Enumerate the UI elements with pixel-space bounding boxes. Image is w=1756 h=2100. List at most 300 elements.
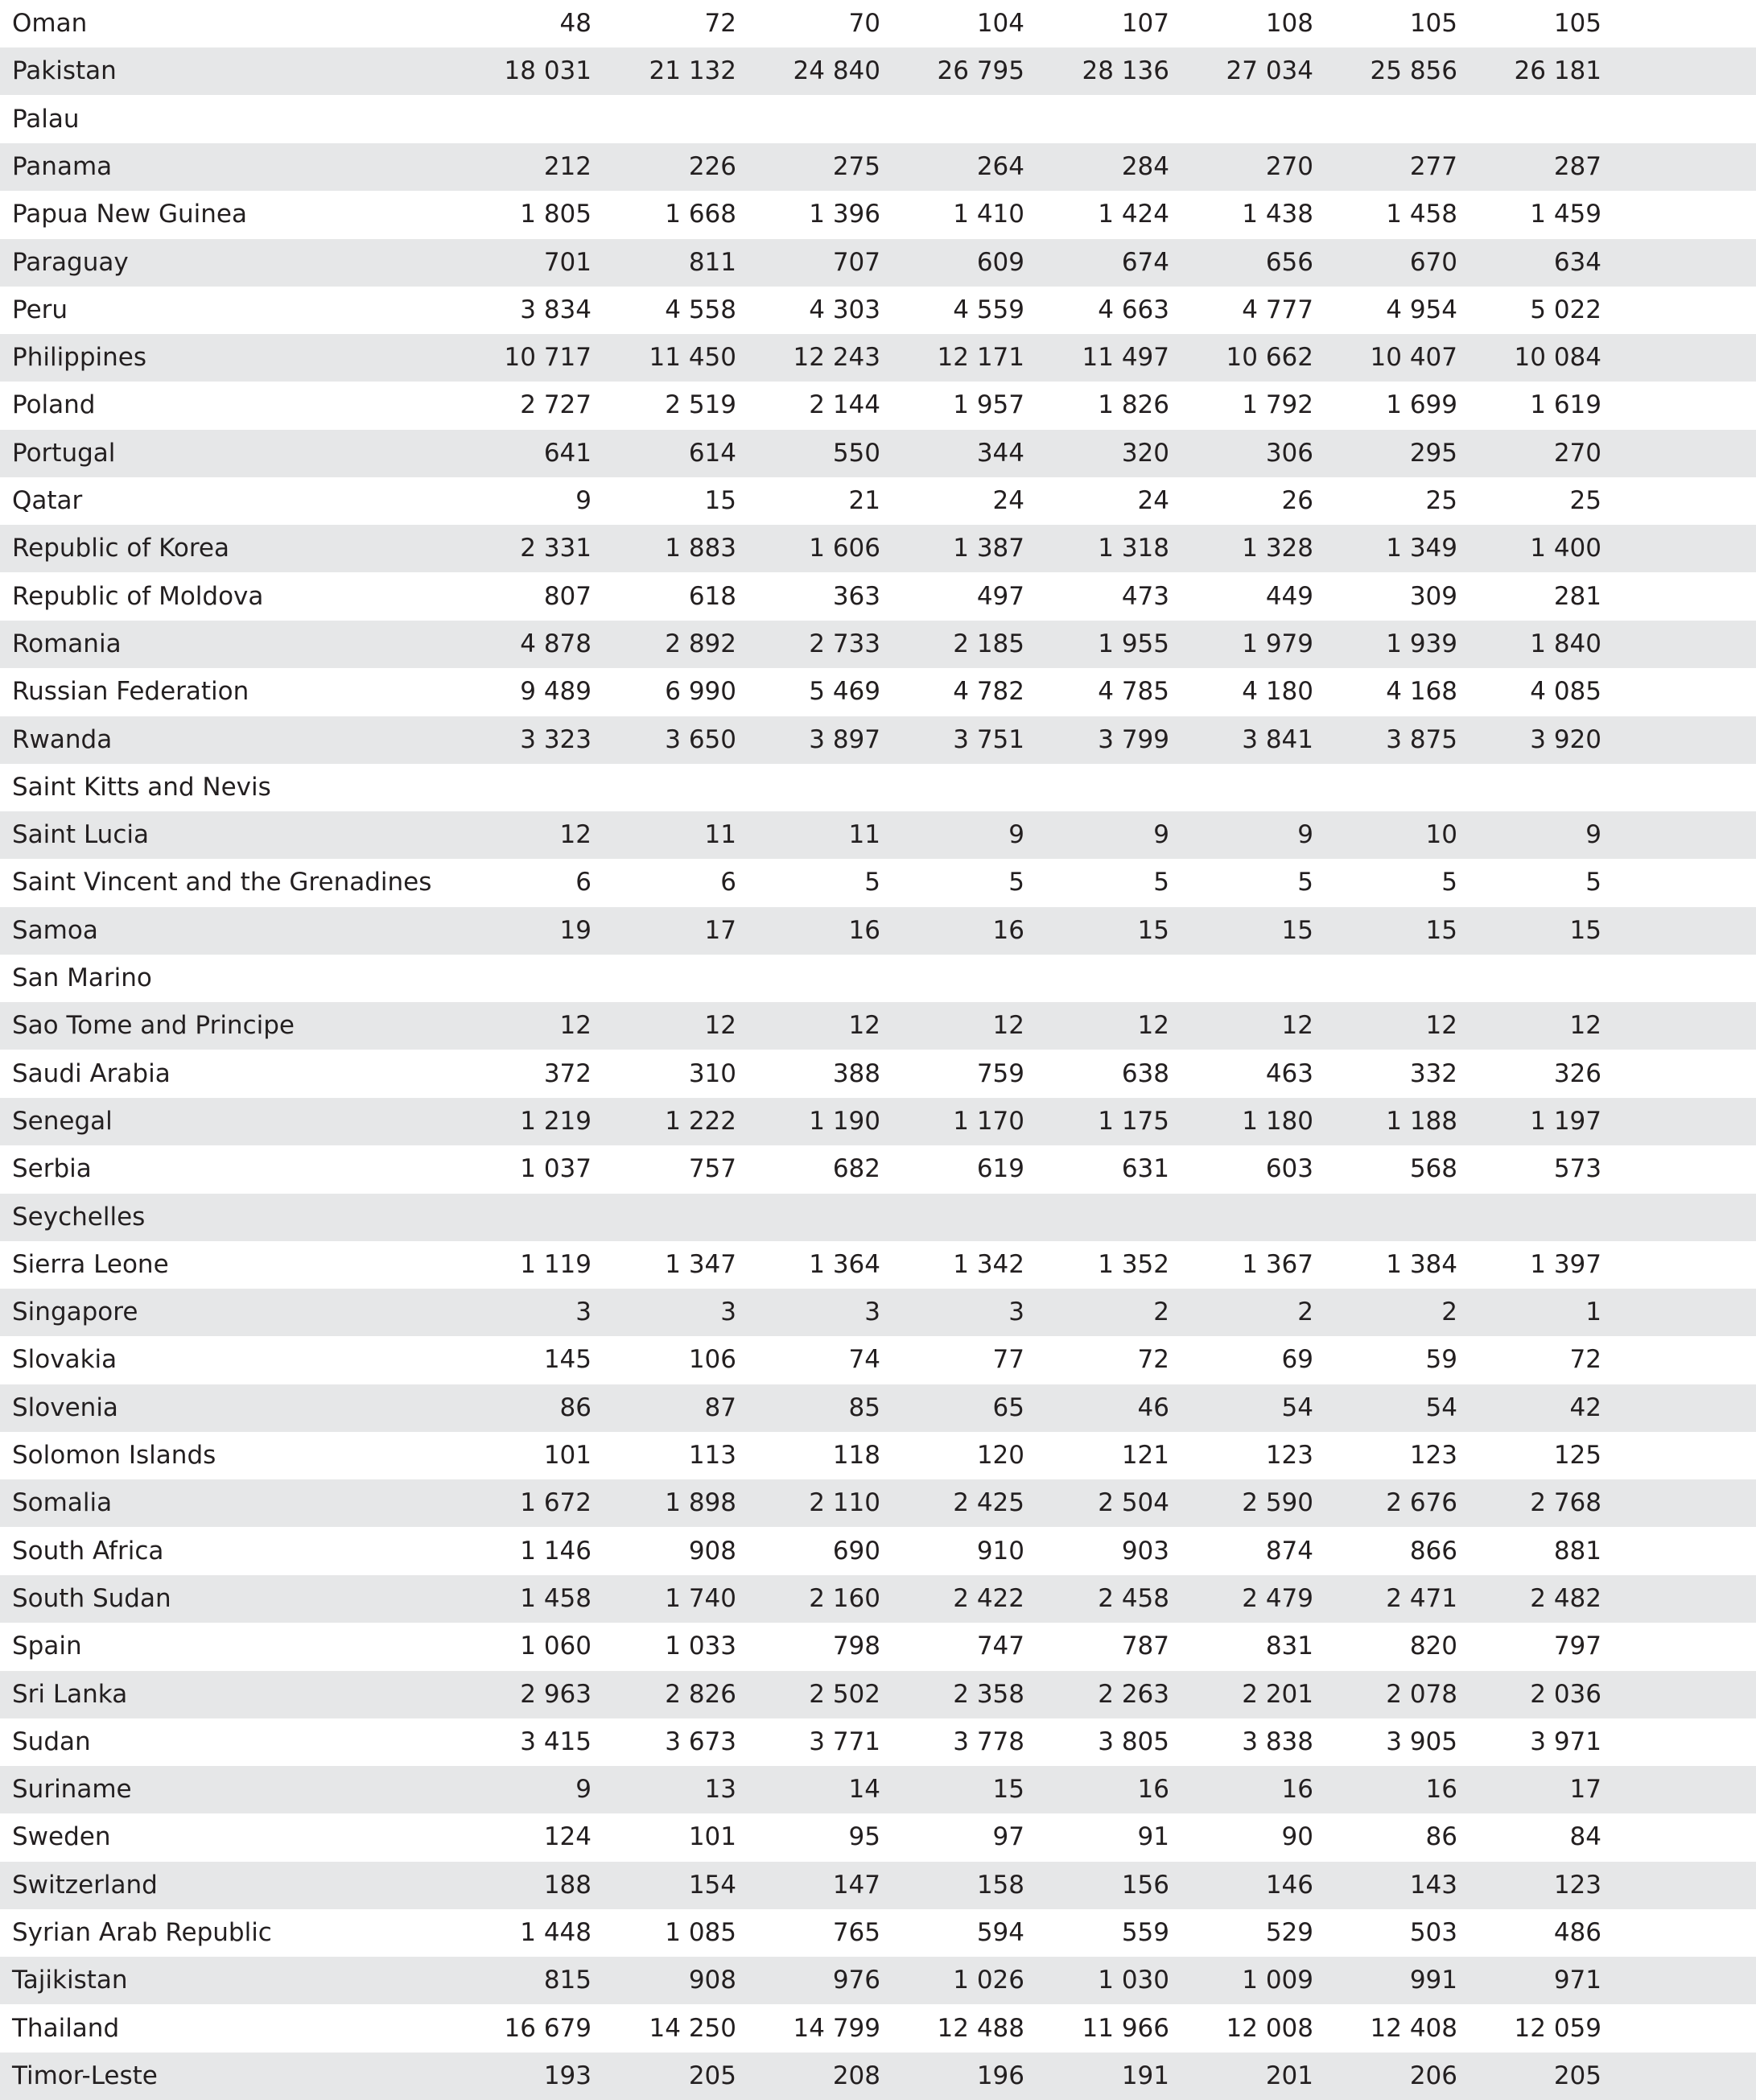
table-row [0, 1909, 1756, 1957]
value-cell: 1 424 [1098, 200, 1169, 229]
value-cell: 908 [688, 1966, 736, 1995]
country-name: Romania [12, 629, 122, 658]
value-cell: 5 469 [809, 677, 880, 707]
country-name: Panama [12, 151, 113, 181]
value-cell: 1 060 [520, 1632, 592, 1661]
value-cell: 1 367 [1242, 1249, 1313, 1279]
value-cell: 10 717 [504, 343, 592, 373]
value-cell: 26 181 [1514, 56, 1601, 86]
value-cell: 2 471 [1386, 1583, 1457, 1613]
country-name: Palau [12, 104, 80, 134]
country-name: Thailand [12, 2013, 120, 2043]
value-cell: 156 [1121, 1870, 1169, 1900]
value-cell: 147 [832, 1870, 880, 1900]
value-cell: 991 [1409, 1966, 1457, 1995]
value-cell: 9 [1585, 820, 1601, 850]
value-cell: 59 [1425, 1345, 1457, 1375]
value-cell: 5 [1585, 868, 1601, 897]
value-cell: 674 [1121, 247, 1169, 277]
value-cell: 77 [992, 1345, 1024, 1375]
table-row [0, 2053, 1756, 2100]
value-cell: 9 [1153, 820, 1169, 850]
value-cell: 72 [1569, 1345, 1601, 1375]
value-cell: 310 [688, 1058, 736, 1088]
country-name: Philippines [12, 343, 147, 373]
value-cell: 971 [1553, 1966, 1601, 1995]
value-cell: 42 [1569, 1392, 1601, 1422]
value-cell: 1 318 [1098, 534, 1169, 563]
table-row [0, 477, 1756, 525]
value-cell: 2 733 [809, 629, 880, 658]
value-cell: 3 875 [1386, 724, 1457, 754]
country-name: Sri Lanka [12, 1679, 128, 1709]
value-cell: 2 768 [1530, 1488, 1601, 1518]
value-cell: 707 [832, 247, 880, 277]
value-cell: 208 [832, 2061, 880, 2090]
value-cell: 1 619 [1530, 390, 1601, 420]
value-cell: 1 349 [1386, 534, 1457, 563]
country-name: Spain [12, 1632, 82, 1661]
value-cell: 3 841 [1242, 724, 1313, 754]
value-cell: 4 663 [1098, 295, 1169, 324]
value-cell: 1 606 [809, 534, 880, 563]
value-cell: 14 799 [793, 2013, 880, 2043]
country-name: Saint Vincent and the Grenadines [12, 868, 432, 897]
value-cell: 1 188 [1386, 1106, 1457, 1136]
value-cell: 4 782 [953, 677, 1024, 707]
value-cell: 27 034 [1226, 56, 1313, 86]
value-cell: 5 [1153, 868, 1169, 897]
value-cell: 124 [543, 1822, 592, 1852]
table-row [0, 1671, 1756, 1718]
value-cell: 11 [848, 820, 880, 850]
value-cell: 486 [1553, 1918, 1601, 1947]
value-cell: 372 [543, 1058, 592, 1088]
value-cell: 205 [688, 2061, 736, 2090]
table-row [0, 1479, 1756, 1527]
value-cell: 12 [1569, 1011, 1601, 1041]
value-cell: 3 [1008, 1298, 1024, 1327]
value-cell: 529 [1265, 1918, 1313, 1947]
value-cell: 881 [1553, 1536, 1601, 1566]
value-cell: 815 [543, 1966, 592, 1995]
value-cell: 206 [1409, 2061, 1457, 2090]
value-cell: 107 [1121, 9, 1169, 38]
value-cell: 54 [1425, 1392, 1457, 1422]
value-cell: 85 [848, 1392, 880, 1422]
value-cell: 11 497 [1082, 343, 1169, 373]
country-name: Saudi Arabia [12, 1058, 171, 1088]
value-cell: 3 897 [809, 724, 880, 754]
table-row [0, 1528, 1756, 1575]
value-cell: 25 856 [1370, 56, 1457, 86]
table-row [0, 430, 1756, 477]
value-cell: 682 [832, 1154, 880, 1184]
value-cell: 4 168 [1386, 677, 1457, 707]
value-cell: 12 488 [937, 2013, 1024, 2043]
table-row [0, 239, 1756, 287]
value-cell: 12 [848, 1011, 880, 1041]
value-cell: 473 [1121, 581, 1169, 611]
value-cell: 281 [1553, 581, 1601, 611]
country-name: Solomon Islands [12, 1441, 216, 1470]
table-row [0, 1145, 1756, 1193]
value-cell: 1 384 [1386, 1249, 1457, 1279]
value-cell: 15 [1569, 915, 1601, 945]
value-cell: 108 [1265, 9, 1313, 38]
value-cell: 1 883 [665, 534, 736, 563]
value-cell: 306 [1265, 438, 1313, 468]
value-cell: 6 990 [665, 677, 736, 707]
value-cell: 12 171 [937, 343, 1024, 373]
country-name: Suriname [12, 1775, 132, 1805]
value-cell: 670 [1409, 247, 1457, 277]
value-cell: 3 805 [1098, 1727, 1169, 1756]
value-cell: 4 558 [665, 295, 736, 324]
value-cell: 3 [864, 1298, 880, 1327]
value-cell: 5 [1297, 868, 1313, 897]
value-cell: 16 [1425, 1775, 1457, 1805]
value-cell: 1 175 [1098, 1106, 1169, 1136]
value-cell: 97 [992, 1822, 1024, 1852]
value-cell: 12 [559, 820, 592, 850]
value-cell: 1 037 [520, 1154, 592, 1184]
value-cell: 191 [1121, 2061, 1169, 2090]
country-name: Slovakia [12, 1345, 117, 1375]
table-row [0, 47, 1756, 95]
value-cell: 18 031 [504, 56, 592, 86]
value-cell: 4 559 [953, 295, 1024, 324]
value-cell: 3 [720, 1298, 736, 1327]
value-cell: 5 022 [1530, 295, 1601, 324]
value-cell: 1 328 [1242, 534, 1313, 563]
value-cell: 759 [976, 1058, 1024, 1088]
value-cell: 4 777 [1242, 295, 1313, 324]
value-cell: 264 [976, 151, 1024, 181]
value-cell: 54 [1281, 1392, 1313, 1422]
value-cell: 1 146 [520, 1536, 592, 1566]
value-cell: 2 963 [520, 1679, 592, 1709]
table-row [0, 382, 1756, 429]
value-cell: 559 [1121, 1918, 1169, 1947]
country-name: Poland [12, 390, 96, 420]
value-cell: 15 [1137, 915, 1169, 945]
country-name: Sweden [12, 1822, 111, 1852]
value-cell: 15 [1425, 915, 1457, 945]
value-cell: 811 [688, 247, 736, 277]
value-cell: 48 [559, 9, 592, 38]
value-cell: 2 458 [1098, 1583, 1169, 1613]
value-cell: 3 799 [1098, 724, 1169, 754]
value-cell: 25 [1569, 486, 1601, 515]
value-cell: 188 [543, 1870, 592, 1900]
value-cell: 1 805 [520, 200, 592, 229]
value-cell: 603 [1265, 1154, 1313, 1184]
value-cell: 15 [1281, 915, 1313, 945]
value-cell: 2 422 [953, 1583, 1024, 1613]
value-cell: 10 084 [1514, 343, 1601, 373]
value-cell: 11 966 [1082, 2013, 1169, 2043]
value-cell: 4 303 [809, 295, 880, 324]
value-cell: 74 [848, 1345, 880, 1375]
country-name: Rwanda [12, 724, 113, 754]
value-cell: 65 [992, 1392, 1024, 1422]
value-cell: 12 [704, 1011, 736, 1041]
value-cell: 2 519 [665, 390, 736, 420]
value-cell: 2 110 [809, 1488, 880, 1518]
value-cell: 2 185 [953, 629, 1024, 658]
value-cell: 6 [575, 868, 592, 897]
value-cell: 16 [1281, 1775, 1313, 1805]
value-cell: 12 408 [1370, 2013, 1457, 2043]
value-cell: 320 [1121, 438, 1169, 468]
value-cell: 284 [1121, 151, 1169, 181]
value-cell: 14 250 [649, 2013, 736, 2043]
country-name: Pakistan [12, 56, 117, 86]
value-cell: 105 [1409, 9, 1457, 38]
value-cell: 1 119 [520, 1249, 592, 1279]
table-row [0, 191, 1756, 238]
value-cell: 2 892 [665, 629, 736, 658]
value-cell: 1 222 [665, 1106, 736, 1136]
value-cell: 449 [1265, 581, 1313, 611]
value-cell: 295 [1409, 438, 1457, 468]
value-cell: 205 [1553, 2061, 1601, 2090]
value-cell: 105 [1553, 9, 1601, 38]
country-name: Sudan [12, 1727, 91, 1756]
value-cell: 2 160 [809, 1583, 880, 1613]
value-cell: 634 [1553, 247, 1601, 277]
value-cell: 101 [688, 1822, 736, 1852]
value-cell: 3 323 [520, 724, 592, 754]
value-cell: 363 [832, 581, 880, 611]
value-cell: 2 826 [665, 1679, 736, 1709]
country-name: Saint Kitts and Nevis [12, 772, 271, 802]
value-cell: 12 [992, 1011, 1024, 1041]
table-row [0, 287, 1756, 334]
table-row [0, 96, 1756, 143]
table-row [0, 1718, 1756, 1766]
value-cell: 2 144 [809, 390, 880, 420]
value-cell: 1 190 [809, 1106, 880, 1136]
table-row [0, 764, 1756, 811]
country-name: Syrian Arab Republic [12, 1918, 272, 1947]
value-cell: 123 [1409, 1441, 1457, 1470]
table-row [0, 143, 1756, 191]
value-cell: 3 673 [665, 1727, 736, 1756]
table-row [0, 1766, 1756, 1813]
table-row [0, 1862, 1756, 1909]
value-cell: 1 342 [953, 1249, 1024, 1279]
value-cell: 101 [543, 1441, 592, 1470]
value-cell: 10 [1425, 820, 1457, 850]
value-cell: 9 [575, 486, 592, 515]
value-cell: 84 [1569, 1822, 1601, 1852]
value-cell: 326 [1553, 1058, 1601, 1088]
country-name: Paraguay [12, 247, 129, 277]
table-row [0, 1336, 1756, 1384]
value-cell: 656 [1265, 247, 1313, 277]
table-row [0, 573, 1756, 621]
value-cell: 9 [575, 1775, 592, 1805]
value-cell: 609 [976, 247, 1024, 277]
table-row [0, 716, 1756, 764]
table-row [0, 1575, 1756, 1623]
table-row [0, 1289, 1756, 1336]
value-cell: 123 [1553, 1870, 1601, 1900]
table-row [0, 1050, 1756, 1098]
country-name: Saint Lucia [12, 820, 149, 850]
value-cell: 5 [1008, 868, 1024, 897]
value-cell: 344 [976, 438, 1024, 468]
value-cell: 3 751 [953, 724, 1024, 754]
value-cell: 2 358 [953, 1679, 1024, 1709]
value-cell: 17 [704, 915, 736, 945]
value-cell: 976 [832, 1966, 880, 1995]
value-cell: 1 672 [520, 1488, 592, 1518]
value-cell: 21 132 [649, 56, 736, 86]
table-row [0, 525, 1756, 572]
value-cell: 910 [976, 1536, 1024, 1566]
value-cell: 3 838 [1242, 1727, 1313, 1756]
value-cell: 2 201 [1242, 1679, 1313, 1709]
value-cell: 3 650 [665, 724, 736, 754]
value-cell: 2 504 [1098, 1488, 1169, 1518]
value-cell: 2 [1297, 1298, 1313, 1327]
value-cell: 87 [704, 1392, 736, 1422]
value-cell: 90 [1281, 1822, 1313, 1852]
value-cell: 2 036 [1530, 1679, 1601, 1709]
value-cell: 1 898 [665, 1488, 736, 1518]
value-cell: 1 009 [1242, 1966, 1313, 1995]
value-cell: 70 [848, 9, 880, 38]
value-cell: 26 795 [937, 56, 1024, 86]
value-cell: 2 502 [809, 1679, 880, 1709]
value-cell: 3 971 [1530, 1727, 1601, 1756]
table-row [0, 1623, 1756, 1670]
value-cell: 143 [1409, 1870, 1457, 1900]
country-name: Portugal [12, 438, 116, 468]
value-cell: 1 699 [1386, 390, 1457, 420]
value-cell: 1 396 [809, 200, 880, 229]
value-cell: 1 387 [953, 534, 1024, 563]
value-cell: 270 [1553, 438, 1601, 468]
value-cell: 866 [1409, 1536, 1457, 1566]
value-cell: 1 826 [1098, 390, 1169, 420]
country-name: Oman [12, 9, 88, 38]
value-cell: 12 008 [1226, 2013, 1313, 2043]
value-cell: 15 [992, 1775, 1024, 1805]
value-cell: 4 180 [1242, 677, 1313, 707]
value-cell: 1 197 [1530, 1106, 1601, 1136]
value-cell: 2 590 [1242, 1488, 1313, 1518]
value-cell: 309 [1409, 581, 1457, 611]
value-cell: 270 [1265, 151, 1313, 181]
value-cell: 1 170 [953, 1106, 1024, 1136]
value-cell: 638 [1121, 1058, 1169, 1088]
value-cell: 5 [1441, 868, 1457, 897]
value-cell: 1 026 [953, 1966, 1024, 1995]
table-row [0, 621, 1756, 668]
value-cell: 17 [1569, 1775, 1601, 1805]
value-cell: 2 727 [520, 390, 592, 420]
value-cell: 12 [1281, 1011, 1313, 1041]
value-cell: 2 078 [1386, 1679, 1457, 1709]
country-name: Sierra Leone [12, 1249, 169, 1279]
value-cell: 503 [1409, 1918, 1457, 1947]
value-cell: 11 450 [649, 343, 736, 373]
value-cell: 2 425 [953, 1488, 1024, 1518]
value-cell: 9 [1297, 820, 1313, 850]
value-cell: 212 [543, 151, 592, 181]
country-name: Switzerland [12, 1870, 158, 1900]
value-cell: 641 [543, 438, 592, 468]
value-cell: 2 263 [1098, 1679, 1169, 1709]
value-cell: 1 352 [1098, 1249, 1169, 1279]
value-cell: 104 [976, 9, 1024, 38]
value-cell: 24 [992, 486, 1024, 515]
value-cell: 24 [1137, 486, 1169, 515]
country-name: Senegal [12, 1106, 113, 1136]
value-cell: 831 [1265, 1632, 1313, 1661]
value-cell: 277 [1409, 151, 1457, 181]
country-name: Somalia [12, 1488, 113, 1518]
value-cell: 1 030 [1098, 1966, 1169, 1995]
table-row [0, 2005, 1756, 2053]
table-row [0, 1384, 1756, 1432]
value-cell: 1 939 [1386, 629, 1457, 658]
value-cell: 16 679 [504, 2013, 592, 2043]
value-cell: 903 [1121, 1536, 1169, 1566]
value-cell: 820 [1409, 1632, 1457, 1661]
value-cell: 3 771 [809, 1727, 880, 1756]
value-cell: 701 [543, 247, 592, 277]
value-cell: 1 840 [1530, 629, 1601, 658]
value-cell: 16 [848, 915, 880, 945]
value-cell: 4 878 [520, 629, 592, 658]
value-cell: 1 438 [1242, 200, 1313, 229]
value-cell: 2 482 [1530, 1583, 1601, 1613]
value-cell: 95 [848, 1822, 880, 1852]
table-row [0, 334, 1756, 382]
value-cell: 3 [575, 1298, 592, 1327]
value-cell: 3 778 [953, 1727, 1024, 1756]
value-cell: 287 [1553, 151, 1601, 181]
value-cell: 10 407 [1370, 343, 1457, 373]
value-cell: 12 [1425, 1011, 1457, 1041]
value-cell: 11 [704, 820, 736, 850]
country-name: San Marino [12, 963, 152, 992]
value-cell: 1 459 [1530, 200, 1601, 229]
country-name: Republic of Moldova [12, 581, 264, 611]
value-cell: 5 [864, 868, 880, 897]
value-cell: 568 [1409, 1154, 1457, 1184]
value-cell: 332 [1409, 1058, 1457, 1088]
value-cell: 28 136 [1082, 56, 1169, 86]
value-cell: 120 [976, 1441, 1024, 1470]
value-cell: 9 489 [520, 677, 592, 707]
value-cell: 72 [704, 9, 736, 38]
value-cell: 13 [704, 1775, 736, 1805]
value-cell: 757 [688, 1154, 736, 1184]
value-cell: 21 [848, 486, 880, 515]
value-cell: 4 085 [1530, 677, 1601, 707]
value-cell: 2 331 [520, 534, 592, 563]
value-cell: 146 [1265, 1870, 1313, 1900]
value-cell: 9 [1008, 820, 1024, 850]
country-name: Papua New Guinea [12, 200, 247, 229]
value-cell: 86 [559, 1392, 592, 1422]
